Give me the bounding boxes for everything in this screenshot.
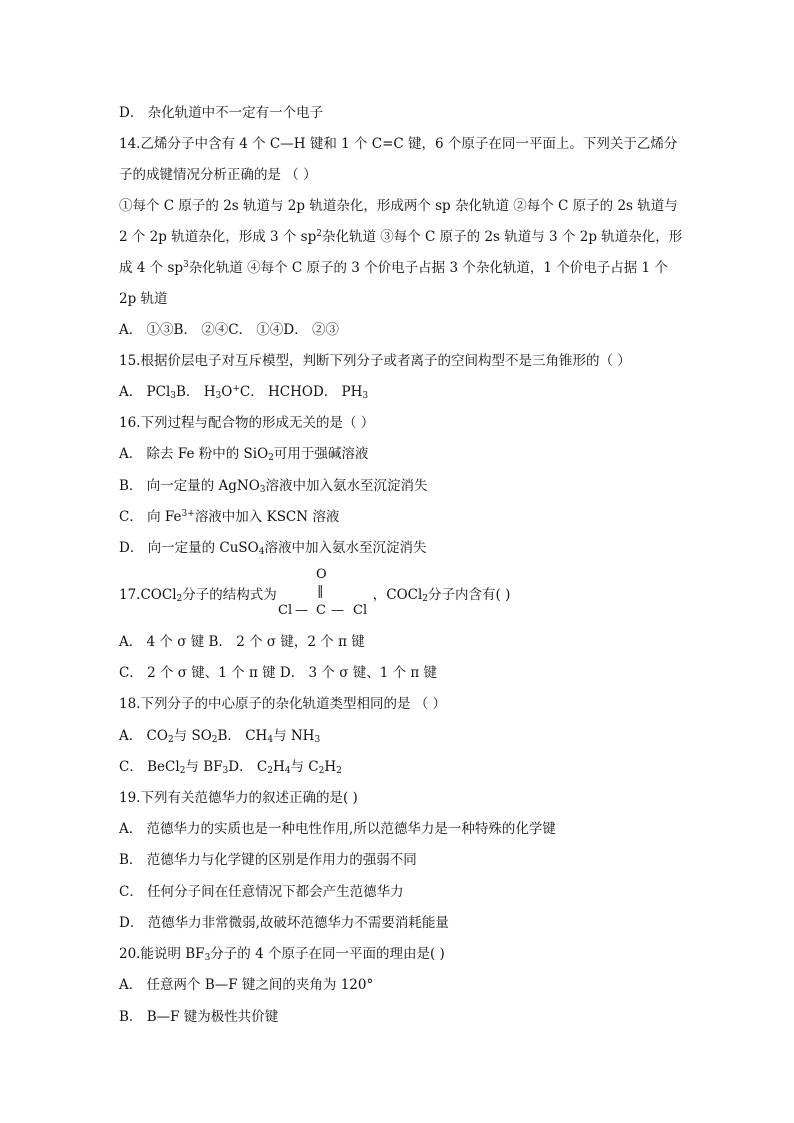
superscript: 3 — [183, 260, 189, 270]
q17-options-cd — [119, 663, 679, 683]
subscript: 3 — [362, 391, 369, 401]
text: 16.下列过程与配合物的形成无关的是（ ） — [119, 415, 375, 431]
subscript: 4 — [284, 766, 291, 776]
q17-stem — [119, 585, 679, 605]
text: 分子的 4 个原子在同一平面的理由是( ) — [210, 946, 445, 962]
q19-option-d — [119, 913, 679, 933]
q18-stem — [119, 694, 679, 714]
text: C． 2 个 σ 键、1 个 π 键 D． 3 个 σ 键、1 个 π 键 — [119, 665, 438, 681]
superscript: 2 — [316, 229, 322, 239]
q16-option-a — [119, 444, 679, 464]
subscript: 2 — [179, 766, 186, 776]
q14-statement-line2 — [119, 227, 683, 247]
single-bond-right: — — [331, 603, 344, 618]
text: 2 个 2p 轨道杂化，形成 3 个 sp — [119, 229, 317, 245]
text: 分子内含有( ) — [428, 587, 511, 603]
subscript: 3 — [314, 735, 321, 745]
text: 20.能说明 BF — [119, 946, 205, 962]
text: 18.下列分子的中心原子的杂化轨道类型相同的是 （ ） — [119, 696, 447, 712]
q14-stem-line2 — [119, 165, 679, 185]
subscript: 4 — [258, 547, 265, 557]
subscript: 3 — [215, 391, 222, 401]
subscript: 2 — [267, 766, 273, 776]
double-bond: ‖ — [317, 584, 324, 599]
subscript: 2 — [211, 735, 218, 745]
chlorine-atom-right: Cl — [353, 603, 368, 618]
subscript: 3 — [170, 391, 177, 401]
q16-option-c — [119, 507, 679, 527]
text: A． PCl — [119, 384, 171, 400]
text: C． 向 Fe — [119, 509, 182, 525]
text: A． 4 个 σ 键 B． 2 个 σ 键，2 个 π 键 — [119, 634, 365, 650]
text: 2p 轨道 — [119, 291, 168, 307]
text: 溶液中加入氨水至沉淀消失 — [265, 478, 428, 494]
text: A． 任意两个 B—F 键之间的夹角为 120° — [119, 977, 374, 993]
superscript: + — [232, 384, 240, 394]
subscript: 2 — [318, 766, 325, 776]
text: 与 BF — [185, 759, 223, 775]
text: 杂化轨道 ④每个 C 原子的 3 个价电子占据 3 个杂化轨道，1 个价电子占据 1 个 — [188, 260, 668, 276]
text: C． BeCl — [119, 759, 180, 775]
single-bond-left: — — [295, 603, 308, 618]
text: A． 除去 Fe 粉中的 SiO — [119, 446, 269, 462]
q20-option-a — [119, 975, 679, 995]
text: 14.乙烯分子中含有 4 个 C—H 键和 1 个 C=C 键，6 个原子在同一平面上。下列关于乙烯分 — [119, 136, 678, 152]
superscript: 3+ — [181, 509, 195, 519]
text: 与 NH — [273, 728, 315, 744]
text: 分子的结构式为 — [182, 587, 277, 603]
text: O — [221, 384, 233, 400]
subscript: 2 — [176, 594, 183, 604]
text: 溶液中加入氨水至沉淀消失 — [264, 540, 427, 556]
q19-option-a — [119, 819, 679, 839]
q20-stem — [119, 944, 679, 964]
text: D． 向一定量的 CuSO — [119, 540, 259, 556]
q16-stem — [119, 413, 679, 433]
text: D． C — [228, 759, 268, 775]
text: D． 杂化轨道中不一定有一个电子 — [119, 105, 324, 121]
subscript: 3 — [259, 485, 266, 495]
q15-stem — [119, 351, 679, 371]
q19-option-b — [119, 850, 679, 870]
text: C． HCHOD． PH — [239, 384, 363, 400]
text: H — [324, 759, 337, 775]
text: 15.根据价层电子对互斥模型，判断下列分子或者离子的空间构型不是三角锥形的（ ） — [119, 353, 631, 369]
q16-option-b — [119, 476, 679, 496]
chlorine-atom-left: Cl — [278, 603, 293, 618]
subscript: 2 — [268, 453, 274, 463]
q16-option-d — [119, 538, 679, 558]
q18-options-cd — [119, 757, 679, 777]
q14-statement-line3 — [119, 258, 679, 278]
text: B． CH — [217, 728, 268, 744]
text: D． 范德华力非常微弱,故破坏范德华力不需要消耗能量 — [119, 915, 449, 931]
q18-options-ab — [119, 726, 679, 746]
carbon-atom: C — [316, 603, 326, 618]
text: A． CO — [119, 728, 168, 744]
q14-stem-line1 — [119, 134, 679, 154]
cocl2-structural-formula — [278, 567, 378, 623]
text: C． 任何分子间在任意情况下都会产生范德华力 — [119, 884, 404, 900]
q14-options — [119, 320, 679, 340]
text: 杂化轨道 ③每个 C 原子的 2s 轨道与 3 个 2p 轨道杂化，形 — [321, 229, 683, 245]
text: B． B—F 键为极性共价键 — [119, 1009, 279, 1025]
q14-statement-line1 — [119, 196, 679, 216]
text: 成 4 个 sp — [119, 260, 184, 276]
subscript: 2 — [167, 735, 174, 745]
text: B． 向一定量的 AgNO — [119, 478, 260, 494]
text: 与 SO — [173, 728, 212, 744]
text: B． 范德华力与化学键的区别是作用力的强弱不同 — [119, 852, 417, 868]
q20-option-b — [119, 1007, 679, 1027]
q19-stem — [119, 788, 679, 808]
subscript: 4 — [267, 735, 274, 745]
text: ①每个 C 原子的 2s 轨道与 2p 轨道杂化，形成两个 sp 杂化轨道 ②每个 C 原子的 2s 轨道与 — [119, 198, 678, 214]
text: 溶液中加入 KSCN 溶液 — [194, 509, 340, 525]
text: A． 范德华力的实质也是一种电性作用,所以范德华力是一种特殊的化学键 — [119, 821, 556, 837]
text: 19.下列有关范德华力的叙述正确的是( ) — [119, 790, 358, 806]
text: 可用于强碱溶液 — [273, 446, 369, 462]
subscript: 2 — [422, 594, 429, 604]
q13-option-d — [119, 103, 679, 123]
q19-option-c — [119, 882, 679, 902]
q17-options-ab — [119, 632, 679, 652]
subscript: 3 — [222, 766, 229, 776]
subscript: 2 — [336, 766, 342, 776]
q15-options — [119, 382, 679, 402]
text: ，COCl — [372, 587, 423, 603]
q14-statement-line4 — [119, 289, 679, 309]
oxygen-atom: O — [316, 567, 327, 582]
subscript: 3 — [204, 953, 211, 963]
text: 17.COCl — [119, 587, 177, 603]
text: A． ①③B． ②④C． ①④D． ②③ — [119, 322, 339, 338]
text: H — [272, 759, 285, 775]
text: 子的成键情况分析正确的是 （ ） — [119, 167, 317, 183]
text: B． H — [176, 384, 216, 400]
text: 与 C — [290, 759, 319, 775]
